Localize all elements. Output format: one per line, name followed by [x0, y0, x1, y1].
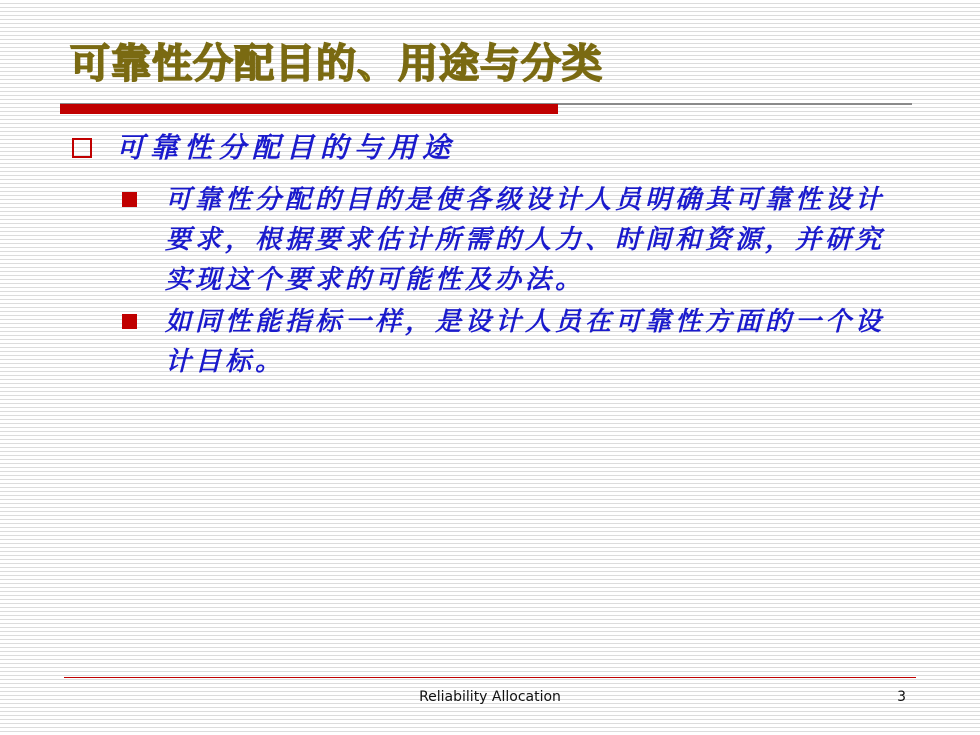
footer-label: Reliability Allocation: [419, 689, 561, 705]
footer-divider: [64, 677, 916, 678]
bullet-text: 可靠性分配的目的是使各级设计人员明确其可靠性设计要求，根据要求估计所需的人力、时间和资源，并研究实现这个要求的可能性及办法。: [165, 185, 886, 295]
hollow-square-icon: [72, 138, 92, 158]
slide-title: 可靠性分配目的、用途与分类: [70, 41, 603, 87]
page-number: 3: [897, 689, 906, 705]
bullet-item: [122, 302, 905, 382]
section-heading: 可靠性分配目的与用途: [116, 131, 457, 164]
bullet-text: 如同性能指标一样，是设计人员在可靠性方面的一个设计目标。: [165, 307, 886, 377]
bullet-item: [122, 180, 905, 300]
title-divider-red: [60, 104, 558, 114]
filled-square-icon: [122, 192, 137, 207]
filled-square-icon: [122, 314, 137, 329]
section-heading-row: [72, 128, 456, 168]
